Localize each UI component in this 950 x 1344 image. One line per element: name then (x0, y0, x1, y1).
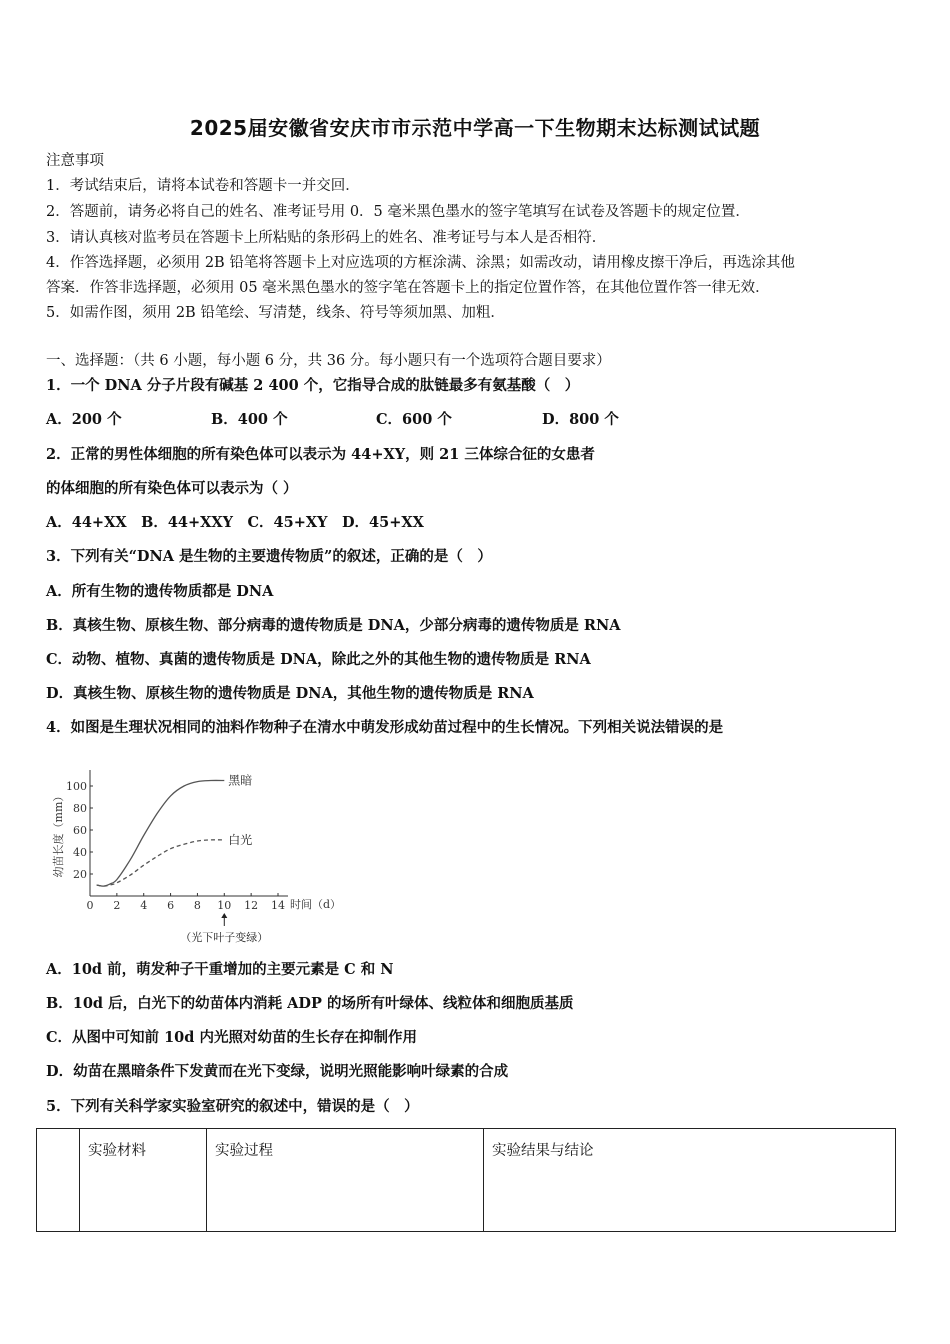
notice-item: 2．答题前，请务必将自己的姓名、准考证号用 0．5 毫米黑色墨水的签字笔填写在试卷及答题卡的规定位置． (46, 204, 750, 220)
annotation-label: （光下叶子变绿） (180, 931, 269, 944)
notice-item: 1．考试结束后，请将本试卷和答题卡一并交回． (46, 178, 360, 194)
x-tick-label: 6 (167, 899, 175, 912)
series-line-dark (97, 780, 225, 886)
q2-options: A．44+XX B．44+XXY C．45+XY D．45+XX (46, 514, 424, 531)
q4-stem: 4．如图是生理状况相同的油料作物种子在清水中萌发形成幼苗过程中的生长情况。下列相关说法错误的是 (46, 719, 724, 736)
y-tick-label: 80 (73, 802, 87, 815)
x-axis-label: 时间（d） (290, 898, 342, 911)
q3-stem: 3．下列有关“DNA 是生物的主要遗传物质”的叙述，正确的是（ ） (46, 548, 492, 565)
x-tick-label: 0 (86, 899, 94, 912)
q4-option-d: D．幼苗在黑暗条件下发黄而在光下变绿，说明光照能影响叶绿素的合成 (46, 1063, 509, 1080)
table-header-cell: 实验结果与结论 (484, 1129, 896, 1232)
q3-option-d: D．真核生物、原核生物的遗传物质是 DNA，其他生物的遗传物质是 RNA (46, 685, 534, 702)
y-tick-label: 20 (73, 868, 87, 881)
x-tick-label: 2 (113, 899, 121, 912)
q2-stem: 2．正常的男性体细胞的所有染色体可以表示为 44+XY，则 21 三体综合征的女患者 (46, 446, 595, 463)
x-tick-label: 8 (193, 899, 201, 912)
notice-item: 答案．作答非选择题，必须用 05 毫米黑色墨水的签字笔在答题卡上的指定位置作答，在其他位置作答一律无效． (46, 280, 770, 296)
q4-option-c: C．从图中可知前 10d 内光照对幼苗的生长存在抑制作用 (46, 1029, 417, 1046)
q2-stem-cont: 的体细胞的所有染色体可以表示为（ ） (46, 480, 298, 497)
y-tick-label: 40 (73, 846, 87, 859)
x-tick-label: 4 (140, 899, 148, 912)
q1-stem: 1．一个 DNA 分子片段有碱基 2 400 个，它指导合成的肽链最多有氨基酸（ ） (46, 377, 580, 394)
notice-item: 3．请认真核对监考员在答题卡上所粘贴的条形码上的姓名、准考证号与本人是否相符． (46, 230, 607, 246)
section-heading: 一、选择题：（共 6 小题，每小题 6 分，共 36 分。每小题只有一个选项符合题目要求） (46, 353, 611, 369)
q4-option-a: A．10d 前，萌发种子干重增加的主要元素是 C 和 N (46, 961, 394, 978)
x-tick-label: 12 (244, 899, 259, 912)
q3-option-b: B．真核生物、原核生物、部分病毒的遗传物质是 DNA，少部分病毒的遗传物质是 RNA (46, 617, 621, 634)
q3-option-a: A．所有生物的遗传物质都是 DNA (46, 583, 274, 600)
annotation-arrow-head (221, 913, 227, 918)
notice-heading: 注意事项 (46, 153, 104, 169)
q3-option-c: C．动物、植物、真菌的遗传物质是 DNA，除此之外的其他生物的遗传物质是 RNA (46, 651, 591, 668)
notice-item: 4．作答选择题，必须用 2B 铅笔将答题卡上对应选项的方框涂满、涂黑；如需改动，请用橡皮擦干净后，再选涂其他 (46, 255, 795, 271)
series-line-light (97, 840, 225, 886)
page-title: 2025届安徽省安庆市市示范中学高一下生物期末达标测试试题 (189, 116, 761, 140)
legend-light: 白光 (228, 832, 253, 847)
table-header-cell: 实验材料 (80, 1129, 207, 1232)
q1-option-b: B．400 个 (211, 411, 288, 428)
legend-dark: 黑暗 (228, 773, 253, 788)
y-axis-label: 幼苗长度（mm） (52, 790, 65, 878)
notice-item: 5．如需作图，须用 2B 铅笔绘、写清楚，线条、符号等须加黑、加粗． (46, 305, 505, 321)
x-tick-label: 14 (271, 899, 285, 912)
table-row (37, 1129, 896, 1232)
x-tick-label: 10 (217, 899, 232, 912)
q4-option-b: B．10d 后，白光下的幼苗体内消耗 ADP 的场所有叶绿体、线粒体和细胞质基质 (46, 995, 574, 1012)
q1-option-a: A．200 个 (46, 411, 122, 428)
q5-stem: 5．下列有关科学家实验室研究的叙述中，错误的是（ ） (46, 1098, 419, 1115)
y-tick-label: 60 (73, 824, 87, 837)
annotation-arrow-icon (221, 913, 227, 926)
q1-options (46, 410, 666, 430)
table-header-cell: 实验过程 (207, 1129, 484, 1232)
q1-option-c: C．600 个 (376, 411, 452, 428)
q1-option-d: D．800 个 (542, 411, 619, 428)
table-header-cell (37, 1129, 80, 1232)
seedling-growth-chart (46, 752, 356, 952)
q5-table (36, 1128, 896, 1232)
y-tick-label: 100 (66, 780, 87, 793)
